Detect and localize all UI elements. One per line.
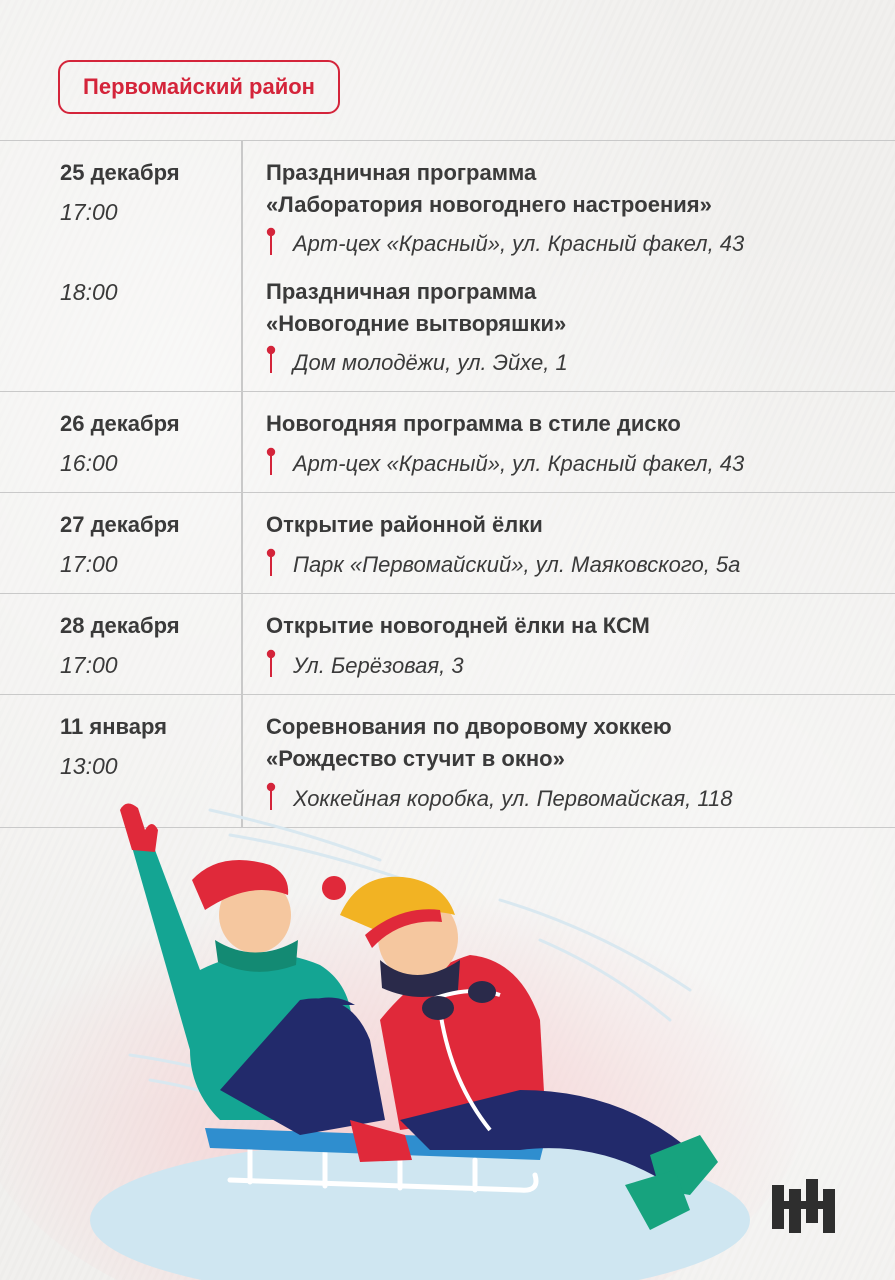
schedule-row — [0, 593, 895, 694]
event-date: 28 декабря — [60, 613, 180, 638]
event-time: 17:00 — [60, 551, 118, 577]
location-pin-icon — [266, 548, 276, 578]
event-date: 25 декабря — [60, 160, 180, 185]
event-title: Открытие новогодней ёлки на КСМ — [266, 613, 650, 638]
brand-logo-icon — [770, 1175, 838, 1237]
schedule-row — [0, 492, 895, 593]
event-venue: Парк «Первомайский», ул. Маяковского, 5а — [293, 552, 741, 577]
district-badge: Первомайский район — [58, 60, 340, 114]
location-pin-icon — [266, 649, 276, 679]
schedule-row — [0, 140, 895, 391]
event-title: Новогодняя программа в стиле диско — [266, 411, 681, 436]
event-date: 11 января — [60, 714, 167, 739]
event-time: 17:00 — [60, 652, 118, 678]
event-title: Открытие районной ёлки — [266, 512, 543, 537]
event-title: Праздничная программа «Лаборатория новогоднего настроения» — [266, 160, 712, 217]
event-date: 26 декабря — [60, 411, 180, 436]
event-time: 13:00 — [60, 753, 118, 779]
sledding-kids-illustration — [0, 790, 895, 1280]
event-title: Праздничная программа «Новогодние вытворяшки» — [266, 279, 567, 336]
event-venue: Хоккейная коробка, ул. Первомайская, 118 — [293, 786, 733, 811]
event-date: 27 декабря — [60, 512, 180, 537]
event-title: Соревнования по дворовому хоккею «Рождество стучит в окно» — [266, 714, 672, 771]
event-venue: Ул. Берёзовая, 3 — [293, 653, 464, 678]
event-time: 17:00 — [60, 199, 118, 225]
schedule-row — [0, 391, 895, 492]
location-pin-icon — [266, 345, 276, 375]
event-venue: Дом молодёжи, ул. Эйхе, 1 — [293, 350, 568, 375]
event-time: 16:00 — [60, 450, 118, 476]
event-venue: Арт-цех «Красный», ул. Красный факел, 43 — [293, 451, 745, 476]
location-pin-icon — [266, 227, 276, 257]
event-time: 18:00 — [60, 279, 118, 305]
location-pin-icon — [266, 447, 276, 477]
event-venue: Арт-цех «Красный», ул. Красный факел, 43 — [293, 231, 745, 256]
